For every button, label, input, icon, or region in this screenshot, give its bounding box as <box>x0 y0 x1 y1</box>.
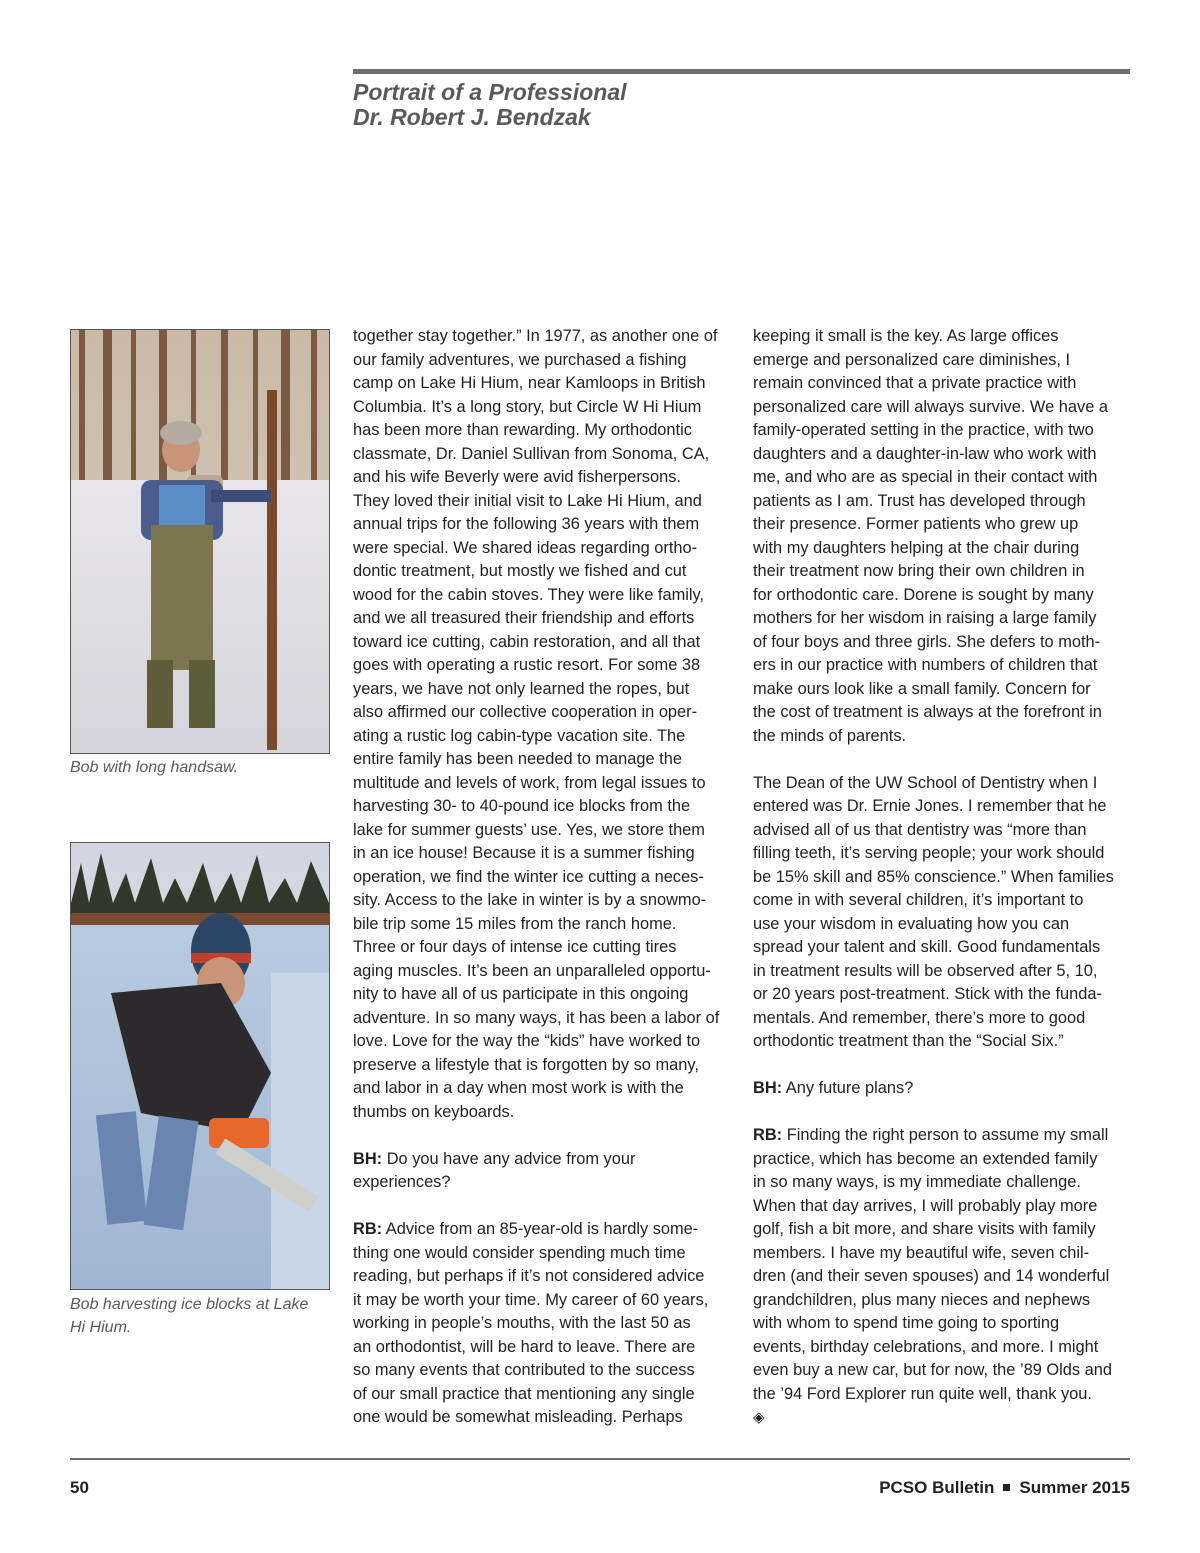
col1-rb-answer <box>353 1242 733 1430</box>
top-rule <box>353 69 1130 74</box>
text-line: daughters and a daughter-in-law who work with <box>753 444 1097 463</box>
text-line: filling teeth, it’s serving people; your work should <box>753 844 1105 862</box>
header-title: Portrait of a Professional <box>353 79 627 105</box>
text-line: so many events that contributed to the success <box>353 1361 695 1379</box>
text-line: annual trips for the following 36 years with them <box>353 515 700 533</box>
text-line: even buy a new car, but for now, the ’89 Olds and <box>753 1361 1113 1379</box>
text-line: entire family has been needed to manage the <box>353 750 682 768</box>
footer-publication <box>879 1478 1130 1498</box>
text-line: advised all of us that dentistry was “more than <box>753 820 1087 839</box>
col2-paragraph-1 <box>753 325 1138 748</box>
caption-handsaw: Bob with long handsaw. <box>70 759 239 776</box>
text-line: thing one would consider spending much time <box>353 1243 686 1262</box>
text-line: love. Love for the way the “kids” have worked to <box>353 1032 701 1050</box>
text-line: wood for the cabin stoves. They were like family, <box>353 585 705 604</box>
header-subtitle: Dr. Robert J. Bendzak <box>353 104 591 130</box>
bh-question-text: Any future plans? <box>782 1079 914 1097</box>
issue-date: Summer 2015 <box>1019 1478 1130 1497</box>
text-line: preserve a lifestyle that is forgotten by so many, <box>353 1055 699 1074</box>
text-line: mothers for her wisdom in raising a large family <box>753 609 1097 627</box>
text-line: They loved their initial visit to Lake Hi Hium, and <box>353 491 702 510</box>
text-line: family-operated setting in the practice, with two <box>753 421 1094 439</box>
text-line: events, birthday celebrations, and more. I might <box>753 1337 1099 1356</box>
text-line: mentals. And remember, there’s more to good <box>753 1008 1086 1027</box>
text-line: use your wisdom in evaluating how you can <box>753 914 1070 933</box>
text-line: aging muscles. It’s been an unparalleled opportu- <box>353 961 711 980</box>
text-line: the minds of parents. <box>753 726 907 745</box>
text-line: it may be worth your time. My career of 60 years, <box>353 1290 709 1309</box>
text-line: in treatment results will be observed after 5, 10, <box>753 961 1098 980</box>
text-line: emerge and personalized care diminishes, I <box>753 350 1071 369</box>
text-line: thumbs on keyboards. <box>353 1102 515 1121</box>
text-line: their treatment now bring their own children in <box>753 562 1085 580</box>
rb-label: RB: <box>353 1220 383 1238</box>
text-line: years, we have not only learned the ropes, but <box>353 679 690 698</box>
text-line: the ’94 Ford Explorer run quite well, thank you. <box>753 1384 1092 1403</box>
bh-question-line1: Do you have any advice from your <box>382 1149 636 1168</box>
bh-question-line2: experiences? <box>353 1173 451 1191</box>
text-line: the cost of treatment is always at the forefront in <box>753 703 1102 721</box>
col2-paragraph-2 <box>753 772 1138 1054</box>
text-line: for orthodontic care. Dorene is sought by many <box>753 585 1094 604</box>
caption-ice-line2: Hi Hium. <box>70 1319 132 1336</box>
text-line: lake for summer guests’ use. Yes, we store them <box>353 820 705 839</box>
text-line: entered was Dr. Ernie Jones. I remember that he <box>753 797 1107 815</box>
bh-label: BH: <box>353 1149 383 1168</box>
page-header <box>353 80 627 130</box>
page-number: 50 <box>70 1478 89 1497</box>
text-line: their presence. Former patients who grew up <box>753 515 1079 533</box>
text-line: in so many ways, is my immediate challenge. <box>753 1173 1081 1191</box>
text-line: spread your talent and skill. Good fundamentals <box>753 938 1101 956</box>
text-line: dontic treatment, but mostly we fished and cut <box>353 562 687 580</box>
text-line: nity to have all of us participate in this ongoing <box>353 985 689 1003</box>
text-line: with my daughters helping at the chair during <box>753 538 1080 557</box>
text-line: adventure. In so many ways, it has been a labor of <box>353 1008 720 1027</box>
text-line: classmate, Dr. Daniel Sullivan from Sonoma, CA, <box>353 444 710 463</box>
text-line: goes with operating a rustic resort. For some 38 <box>353 656 701 674</box>
text-line: grandchildren, plus many nieces and nephews <box>753 1290 1091 1309</box>
text-line: ers in our practice with numbers of children that <box>753 656 1098 674</box>
col1-paragraph <box>353 325 733 1124</box>
col1-bh-question <box>353 1148 733 1172</box>
col2-rb-answer <box>753 1148 1138 1407</box>
text-line: golf, fish a bit more, and share visits with family <box>753 1220 1096 1238</box>
col2-rb-answer-start <box>753 1124 1138 1148</box>
text-line: operation, we find the winter ice cutting a neces- <box>353 867 704 886</box>
bh-label: BH: <box>753 1079 783 1097</box>
text-line: working in people’s mouths, with the last 50 as <box>353 1314 691 1332</box>
text-line: practice, which has become an extended family <box>753 1149 1098 1168</box>
text-line: bile trip some 15 miles from the ranch home. <box>353 914 677 933</box>
rb-label: RB: <box>753 1126 783 1144</box>
photo-handsaw <box>70 329 330 754</box>
text-line: our family adventures, we purchased a fishing <box>353 350 687 369</box>
text-line: one would be somewhat misleading. Perhaps <box>353 1408 683 1426</box>
text-line: and labor in a day when most work is with the <box>353 1079 684 1097</box>
text-line: Columbia. It’s a long story, but Circle W Hi Hium <box>353 397 702 416</box>
text-line: harvesting 30- to 40-pound ice blocks from the <box>353 797 691 815</box>
article-column-2 <box>753 325 1138 1430</box>
text-line: Three or four days of intense ice cutting tires <box>353 938 677 956</box>
photo-ice-harvest <box>70 842 330 1290</box>
text-line: be 15% skill and 85% conscience.” When families <box>753 867 1114 886</box>
text-line: remain convinced that a private practice with <box>753 374 1077 392</box>
text-line: or 20 years post-treatment. Stick with the funda- <box>753 985 1102 1003</box>
text-line: sity. Access to the lake in winter is by a snowmo- <box>353 891 707 909</box>
text-line: also affirmed our collective cooperation in oper- <box>353 703 698 721</box>
end-mark-icon: ◈ <box>753 1409 765 1426</box>
bottom-rule <box>70 1458 1130 1460</box>
text-line: personalized care will always survive. We have a <box>753 397 1108 416</box>
text-line: When that day arrives, I will probably play more <box>753 1196 1098 1215</box>
text-line: members. I have my beautiful wife, seven chil- <box>753 1243 1090 1262</box>
text-line: toward ice cutting, cabin restoration, and all that <box>353 632 701 651</box>
text-line: of four boys and three girls. She defers to moth- <box>753 632 1101 651</box>
separator-icon <box>1003 1484 1010 1491</box>
text-line: of our small practice that mentioning any single <box>353 1384 695 1403</box>
publication-name: PCSO Bulletin <box>879 1478 995 1497</box>
col2-bh-question <box>753 1077 1138 1101</box>
text-line: reading, but perhaps if it’s not considered advice <box>353 1267 705 1285</box>
text-line: and we all treasured their friendship and efforts <box>353 609 695 627</box>
text-line: ating a rustic log cabin-type vacation site. The <box>353 726 686 745</box>
text-line: multitude and levels of work, from legal issues to <box>353 773 706 792</box>
text-line: dren (and their seven spouses) and 14 wonderful <box>753 1267 1110 1285</box>
text-line: me, and who are as special in their contact with <box>753 468 1098 486</box>
text-line: camp on Lake Hi Hium, near Kamloops in British <box>353 374 706 392</box>
col1-rb-answer-start <box>353 1218 733 1242</box>
text-line: keeping it small is the key. As large offices <box>753 327 1059 345</box>
text-line: and his wife Beverly were avid fisherpersons. <box>353 468 681 486</box>
text-line: with whom to spend time going to sporting <box>753 1314 1060 1332</box>
text-line: together stay together.” In 1977, as another one of <box>353 327 718 345</box>
caption-ice-line1: Bob harvesting ice blocks at Lake <box>70 1296 309 1313</box>
text-line: patients as I am. Trust has developed through <box>753 491 1086 510</box>
text-line: come in with several children, it’s important to <box>753 891 1084 909</box>
text-line: in an ice house! Because it is a summer fishing <box>353 844 695 862</box>
text-line: orthodontic treatment than the “Social Six.” <box>753 1032 1064 1050</box>
text-line: were special. We shared ideas regarding ortho- <box>353 538 698 557</box>
article-column-1 <box>353 325 733 1430</box>
text-line: make ours look like a small family. Concern for <box>753 679 1091 698</box>
text-line: The Dean of the UW School of Dentistry when I <box>753 773 1098 792</box>
caption-ice-harvest <box>70 1293 308 1339</box>
text-line: an orthodontist, will be hard to leave. There are <box>353 1337 696 1356</box>
rb-answer-line1: Advice from an 85-year-old is hardly some- <box>382 1220 699 1238</box>
text-line: has been more than rewarding. My orthodontic <box>353 421 692 439</box>
rb-answer-line1: Finding the right person to assume my small <box>782 1126 1109 1144</box>
